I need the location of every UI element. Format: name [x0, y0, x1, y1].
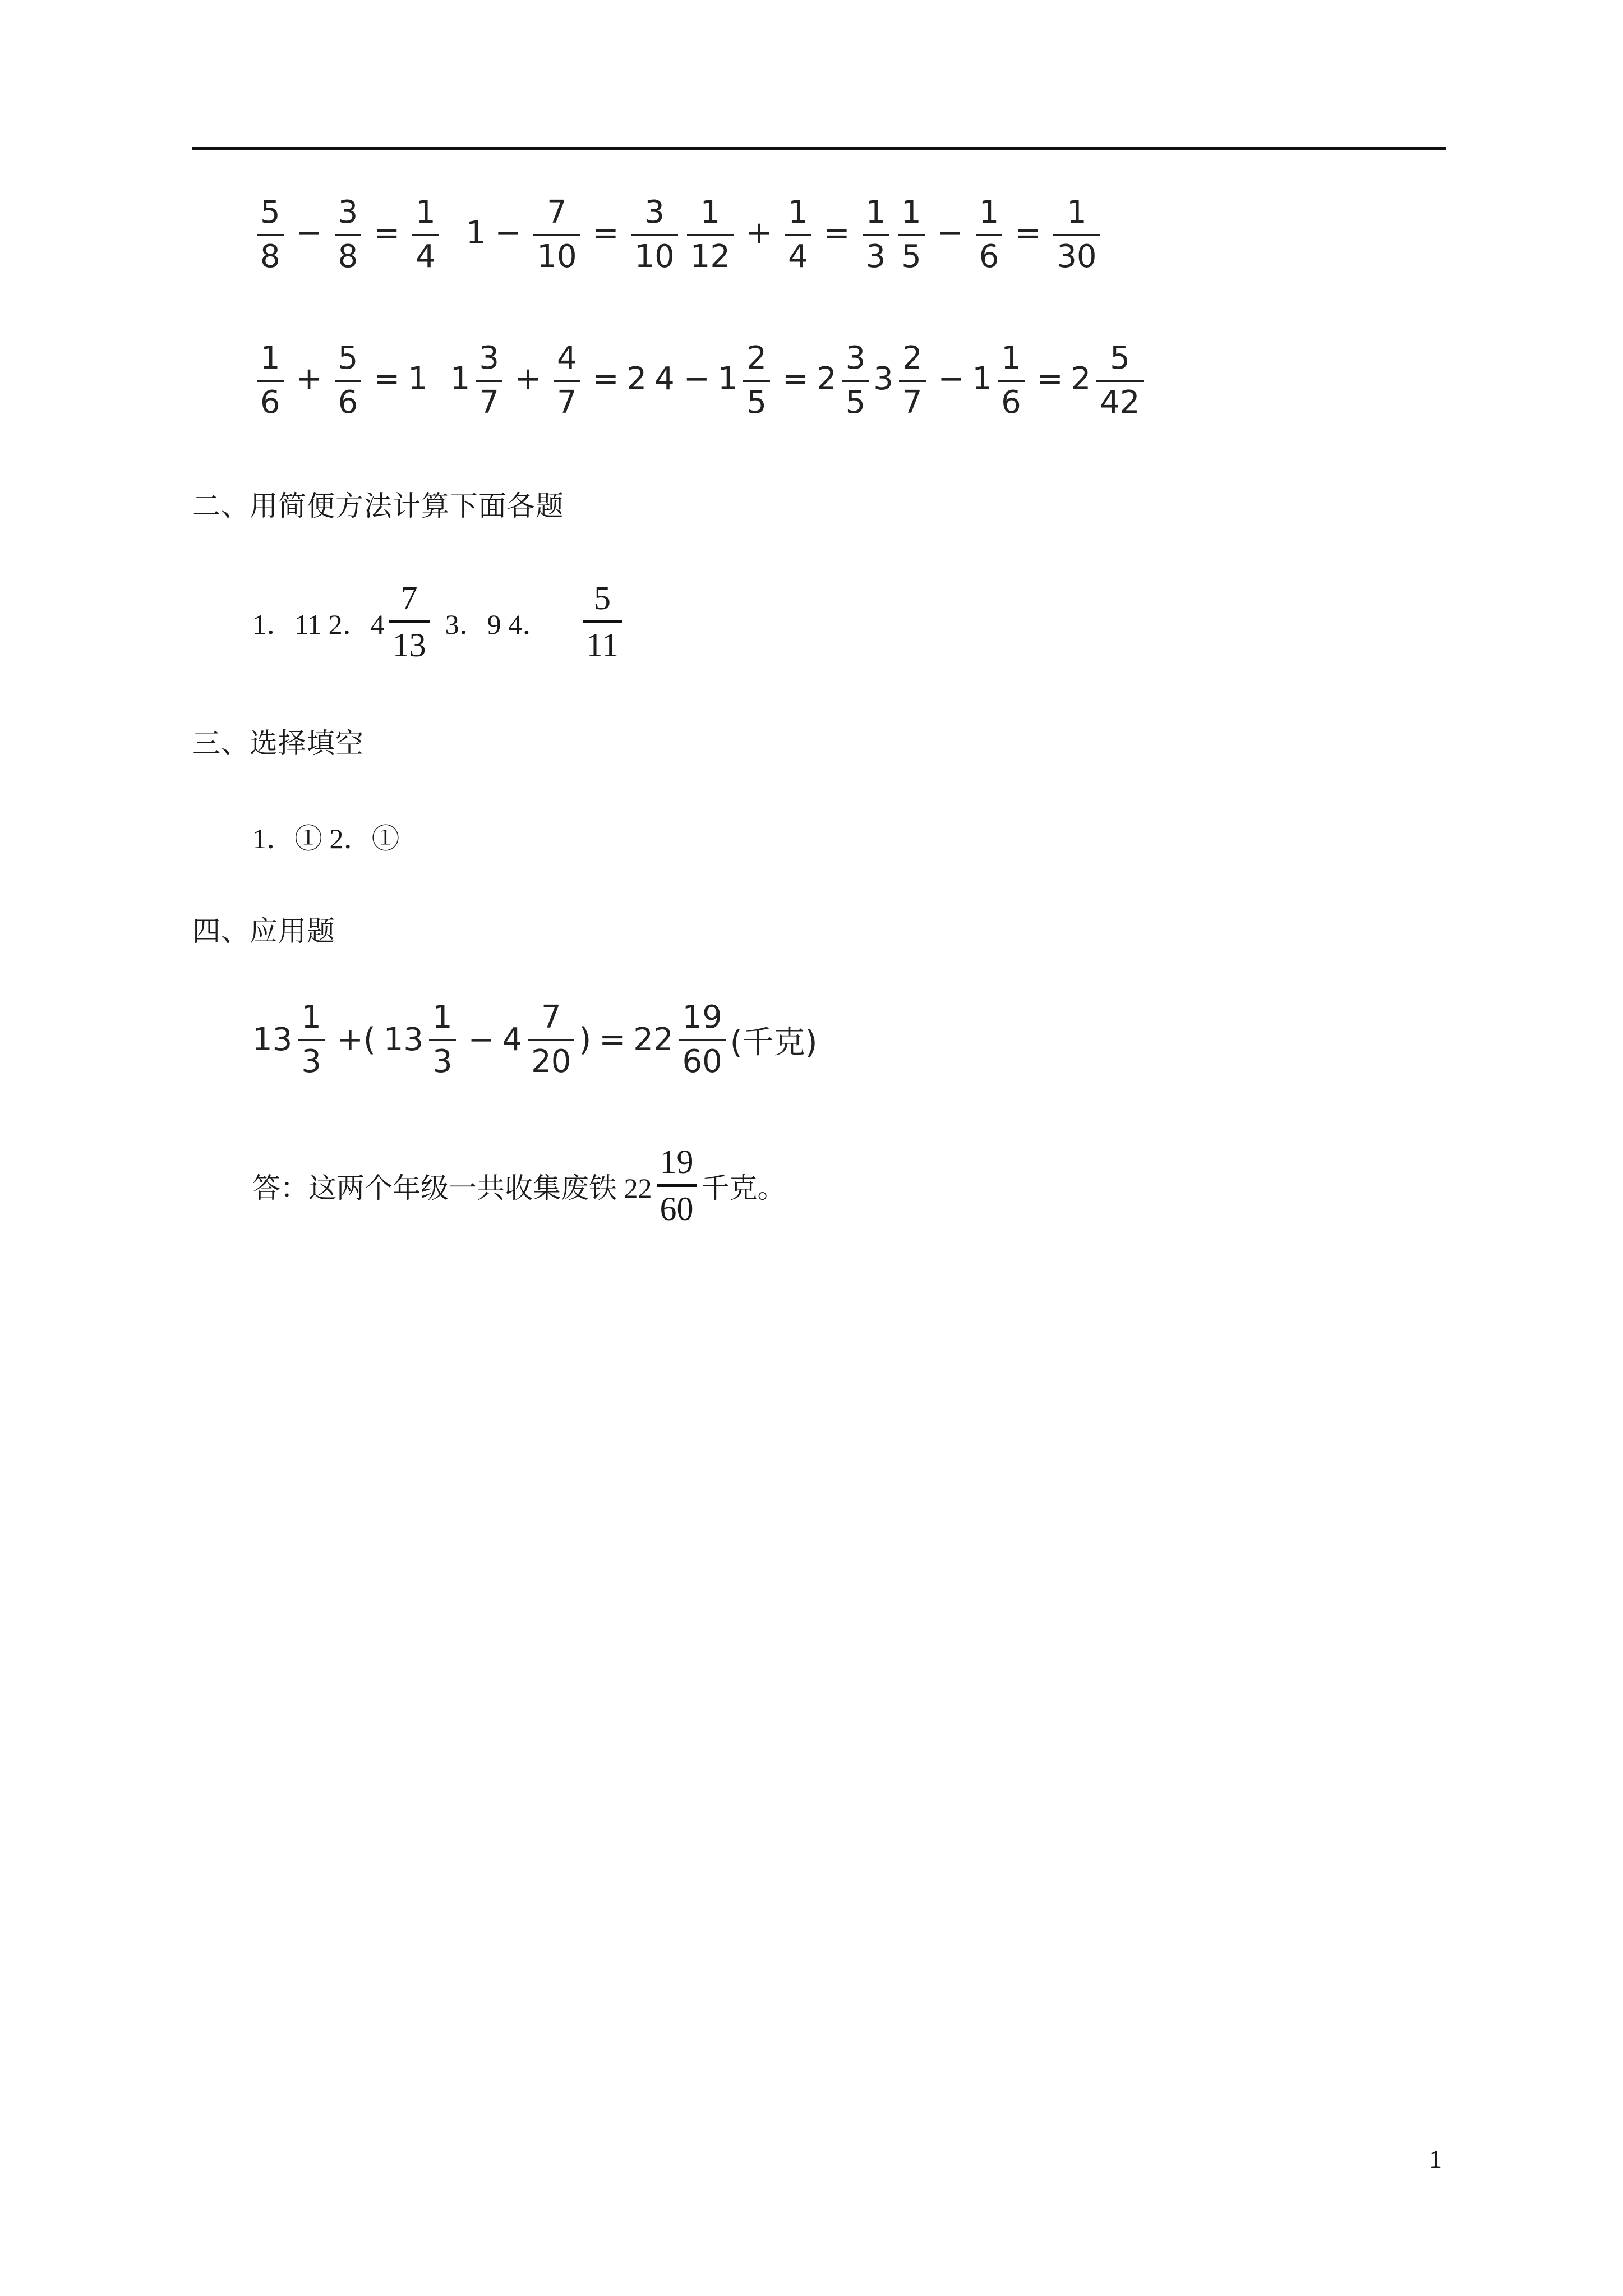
fraction: $\frac{2}{7}$: [899, 342, 926, 420]
equation: 3 $\frac{2}{7}$ − 1 $\frac{1}{6}$ = 2 $\frac{5}{42}$: [873, 342, 1147, 420]
section-2-answers: [252, 581, 626, 663]
fraction: $\frac{1}{12}$: [687, 196, 734, 274]
fraction: $\frac{19}{60}$: [679, 1001, 725, 1079]
fraction: $\frac{5}{6}$: [335, 342, 362, 420]
fraction: 7 13: [389, 581, 430, 663]
fraction: $\frac{1}{3}$: [298, 1001, 325, 1079]
answer-text: 答：这两个年级一共收集废铁 22: [252, 1172, 652, 1204]
application-equation: 13 $\frac{1}{3}$ +( 13 $\frac{1}{3}$ − 4 $\frac{7}{20}$ ) = 22 $\frac{19}{60}$ (千克): [252, 999, 818, 1080]
equation: $\frac{1}{6}$ + $\frac{5}{6}$ = 1: [252, 342, 428, 420]
fraction: $\frac{7}{10}$: [533, 196, 580, 274]
equation-row-1: [252, 196, 1105, 274]
fraction: $\frac{1}{5}$: [898, 196, 925, 274]
fraction: 5 11: [583, 581, 622, 663]
fraction: $\frac{1}{6}$: [998, 342, 1025, 420]
fraction: $\frac{1}{6}$: [257, 342, 284, 420]
fraction: $\frac{5}{8}$: [257, 196, 284, 274]
fraction: $\frac{1}{3}$: [429, 1001, 456, 1079]
equation-row-2: [252, 342, 1148, 420]
equation: $\frac{5}{8}$ − $\frac{3}{8}$ = $\frac{1}{4}$: [252, 196, 444, 274]
fraction: $\frac{5}{42}$: [1096, 342, 1143, 420]
header-rule: [192, 147, 1446, 150]
fraction: $\frac{3}{5}$: [842, 342, 869, 420]
fraction: $\frac{1}{4}$: [785, 196, 811, 274]
fraction: $\frac{3}{10}$: [631, 196, 678, 274]
answer-text: 3．9 4．: [445, 608, 551, 640]
fraction: $\frac{1}{4}$: [412, 196, 439, 274]
section-heading: 二、用简便方法计算下面各题: [192, 490, 564, 522]
fraction: $\frac{1}{6}$: [976, 196, 1003, 274]
fraction: $\frac{1}{30}$: [1053, 196, 1100, 274]
equation: $\frac{1}{5}$ − $\frac{1}{6}$ = $\frac{1}{30}$: [893, 196, 1104, 274]
section-3-answers: [252, 816, 400, 857]
equation: 1 − $\frac{7}{10}$ = $\frac{3}{10}$: [466, 196, 683, 274]
fraction: $\frac{4}{7}$: [554, 342, 580, 420]
page-number: 1: [1429, 2145, 1442, 2173]
final-answer: [252, 1144, 786, 1227]
answer-text: 千克。: [701, 1172, 786, 1204]
fraction: $\frac{7}{20}$: [528, 1001, 574, 1079]
fraction: $\frac{1}{3}$: [863, 196, 889, 274]
fraction: $\frac{3}{7}$: [476, 342, 502, 420]
answer-text: 1．11 2．4: [252, 608, 385, 640]
fraction: 19 60: [657, 1144, 697, 1227]
fraction: $\frac{2}{5}$: [743, 342, 770, 420]
section-heading: 四、应用题: [192, 915, 335, 947]
section-heading: 三、选择填空: [192, 728, 364, 759]
answer-text: 1．① 2．①: [252, 823, 400, 854]
equation: $\frac{1}{12}$ + $\frac{1}{4}$ = $\frac{1}{3}$: [683, 196, 893, 274]
equation: 4 − 1 $\frac{2}{5}$ = 2 $\frac{3}{5}$: [654, 342, 873, 420]
fraction: $\frac{3}{8}$: [335, 196, 362, 274]
equation: 1 $\frac{3}{7}$ + $\frac{4}{7}$ = 2: [450, 340, 647, 421]
